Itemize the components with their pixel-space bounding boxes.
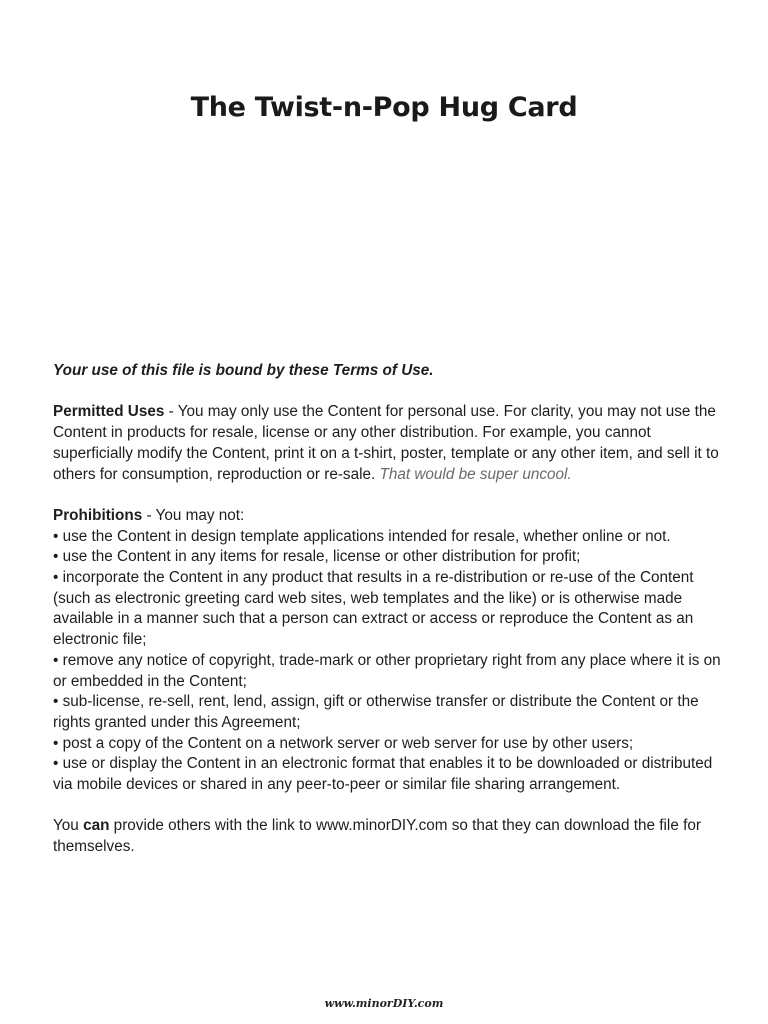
permitted-uses-paragraph [53, 402, 725, 485]
permitted-uses-aside: That would be super uncool. [379, 465, 572, 483]
closing-after: provide others with the link to www.minorDIY.com so that they can download the file for themselves. [53, 817, 701, 856]
terms-of-use [53, 361, 725, 879]
prohibition-item: • sub-license, re-sell, rent, lend, assign, gift or otherwise transfer or distribute the Content or the rights granted under this Agreement; [53, 693, 699, 731]
footer-website: www.minorDIY.com [324, 997, 444, 1010]
prohibitions-lead: - You may not: [142, 506, 245, 524]
permitted-uses-text: - You may only use the Content for personal use. For clarity, you may not use the Content in products for resale, license or any other distribution. For example, you cannot superficially modify the Content, print it on a t-shirt, poster, template or any other item, and sell it to others for consumption, reproduction or re-sale. [53, 403, 719, 483]
page-title: The Twist-n-Pop Hug Card [190, 92, 578, 123]
permitted-uses-heading: Permitted Uses [53, 403, 165, 421]
prohibition-item: • remove any notice of copyright, trade-mark or other proprietary right from any place where it is on or embedded in the Content; [53, 651, 721, 690]
prohibition-item: • post a copy of the Content on a network server or web server for use by other users; [53, 734, 634, 752]
prohibitions-heading: Prohibitions [53, 506, 143, 524]
closing-paragraph [53, 816, 725, 857]
closing-emphasis: can [83, 817, 110, 835]
prohibition-item: • use or display the Content in an electronic format that enables it to be downloaded or distributed via mobile devices or shared in any peer-to-peer or similar file sharing arrangement. [53, 755, 713, 794]
prohibition-item: • use the Content in any items for resale, license or other distribution for profit; [53, 548, 581, 566]
prohibitions-paragraph [53, 506, 725, 796]
prohibition-item: • use the Content in design template applications intended for resale, whether online or not. [53, 527, 671, 545]
closing-before: You [53, 817, 84, 835]
prohibition-item: • incorporate the Content in any product that results in a re-distribution or re-use of the Content (such as electronic greeting card web sites, web templates and the like) or is otherwise made available in a manner such that a person can extract or access or reproduce the Content as an electronic file; [53, 569, 694, 649]
terms-intro: Your use of this file is bound by these Terms of Use. [53, 362, 434, 379]
